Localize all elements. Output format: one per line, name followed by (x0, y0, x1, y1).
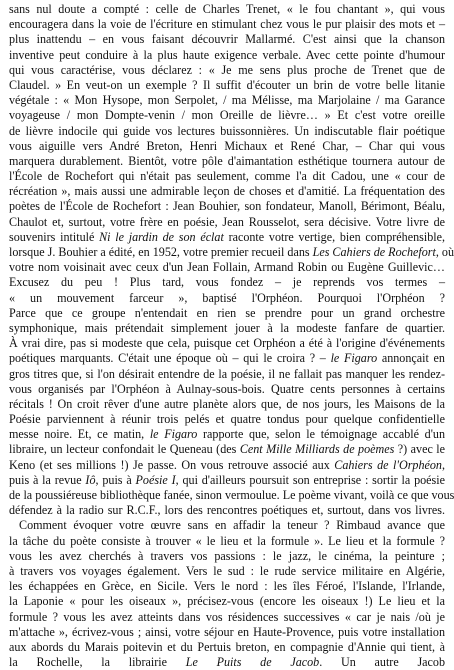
text-line: Parce que ce groupe n'entendait en rien se prendre pour un grand orchestre (9, 305, 445, 320)
text-line: l'École de Rochefort qui n'était pas seulement, comme l'a dit Cadou, une « cour de (9, 169, 445, 184)
text-line: la Laponie « pour les oiseaux », précisez-vous (encore les oiseaux !) Le lieu et la (9, 594, 445, 609)
text-line: aux abords du Marais poitevin et du Pertuis breton, en compagnie d'Annie qui tient, à (9, 639, 445, 654)
text-line: voyageuse / mon Dompte-venin / mon Oreille de lièvre… » Et c'est votre oreille (9, 108, 445, 123)
text-line: libraire, un lecteur confondait le Queneau (des Cent Mille Milliards de poèmes ?) avec le (9, 442, 446, 457)
text-line: formule ? vous les avez atteints dans vos résidences successives « car je nais /où je (9, 609, 445, 624)
text-line: votre nom voisinait avec ceux d'un Jean Follain, Armand Robin ou Eugène Guillevic… (9, 260, 445, 275)
text-line: Excusez du peu ! Plus tard, vous fondez – je reprends vos termes – (9, 275, 445, 290)
text-line: encouragera dans la voie de l'écriture en stimulant chez vous le pur plaisir des mots et – (9, 17, 445, 32)
document-page (9, 2, 454, 670)
text-line: poètes de l'École de Rochefort : Jean Bouhier, son fondateur, Manoll, Bérimont, Béalu, (9, 199, 445, 214)
text-line: gros titres que, si l'on désirait entendre de la poésie, il ne fallait pas manquer les rendez- (9, 366, 445, 381)
text-line: la Rochelle, la librairie Le Puits de Jacob. Un autre Jacob (9, 655, 445, 670)
text-line: à travers vos voyages également. Vers le sud : le rude service militaire en Algérie, (9, 563, 445, 578)
text-line: récréation », mais aussi une admirable leçon de choses et d'amitié. La fréquentation des (9, 184, 445, 199)
text-line: lorsque J. Bouhier a édité, en 1952, votre premier recueil dans Les Cahiers de Rochefort, où (9, 245, 454, 259)
text-line: poétiques marquants. C'était une époque où – qui le croira ? – le Figaro annonçait en (9, 351, 445, 366)
text-line: qui vous caractérise, vous déclarez : « Je me sens plus proche de Trenet que de (9, 62, 445, 77)
text-line: de lièvre indocile qui guide vos lectures buissonnières. Un indiscutable flair poétique (9, 123, 445, 138)
text-line: sans nul doute a compté : celle de Charles Trenet, « le fou chantant », qui vous (9, 2, 445, 16)
text-line: inventive peut conduire à la plus haute exigence verbale. Avec cette pointe d'humour (9, 47, 445, 62)
text-line: Chaulot et, surtout, votre frère en poésie, Jean Rousselot, sera décisive. Votre livre de (9, 214, 445, 229)
text-line: vous les avez cherchés à travers vos passions : le jazz, le cinéma, la peinture ; (9, 548, 445, 563)
text-line: Claudel. » En veut-on un exemple ? Il suffit d'écouter un brin de votre belle litanie (9, 77, 445, 92)
text-line: vous aiguille vers André Breton, Henri Michaux et René Char, – Char qui vous (9, 138, 445, 153)
text-line: À vrai dire, pas si modeste que cela, puisque cet Orphéon a été à l'origine d'événements (9, 336, 445, 351)
text-line: défendez à la radio sur R.C.F., lors des rencontres poétiques et, surtout, dans vos livres. (9, 503, 445, 518)
text-line: de la poussiéreuse bibliothèque fanée, sinon vermoulue. Le poème vivant, voilà ce que vous (9, 488, 454, 502)
text-line: « un mouvement farceur », baptisé l'Orphéon. Pourquoi l'Orphéon ? (9, 290, 445, 305)
text-line: Keno (et ses millions !) Je passe. On vous retrouve associé aux Cahiers de l'Orphéon, (9, 457, 445, 472)
text-line: vous organisés par l'Orphéon à Aulnay-sous-bois. Quatre cents personnes à certains (9, 381, 445, 396)
text-line: la tâche du poète consiste à trouver « le lieu et la formule ». Le lieu et la formule ? (9, 533, 445, 548)
text-line: symphonique, mais prétendait simplement jouer à la modeste fanfare de quartier. (9, 320, 445, 335)
text-line: récitals ! On croit rêver d'une autre planète alors que, de nos jours, les Maisons de la (9, 396, 445, 411)
text-line: puis à la revue Iô, puis à Poésie I, qui d'ailleurs poursuit son entreprise : sortir la poésie (9, 472, 445, 487)
text-line: Comment évoquer votre œuvre sans en affadir la teneur ? Rimbaud avance que (19, 518, 445, 533)
text-line: souvenirs intitulé Ni le jardin de son éclat raconte votre vertige, bien compréhensible, (9, 229, 445, 244)
text-line: végétale : « Mon Hysope, mon Serpolet, / ma Mélisse, ma Marjolaine / ma Garance (9, 93, 445, 108)
text-line: plus inattendu – en vous faisant découvrir Mallarmé. C'est ainsi que la chanson (9, 32, 445, 47)
text-line: messe noire. Et, ce matin, le Figaro rapporte que, selon le témoignage accablé d'un (9, 427, 445, 442)
text-line: m'attache », écrivez-vous ; ainsi, votre séjour en Haute-Provence, puis votre installation (9, 624, 445, 639)
text-line: Poésie parviennent à réunir trois pelés et quatre tondus pour quelque confidentielle (9, 412, 445, 427)
text-line: les échappées en Grèce, en Sicile. Vers le nord : les îles Féroé, l'Islande, l'Irlande, (9, 579, 445, 594)
text-line: marquera durablement. Bientôt, votre pôle d'aimantation esthétique tournera autour de (9, 153, 445, 168)
